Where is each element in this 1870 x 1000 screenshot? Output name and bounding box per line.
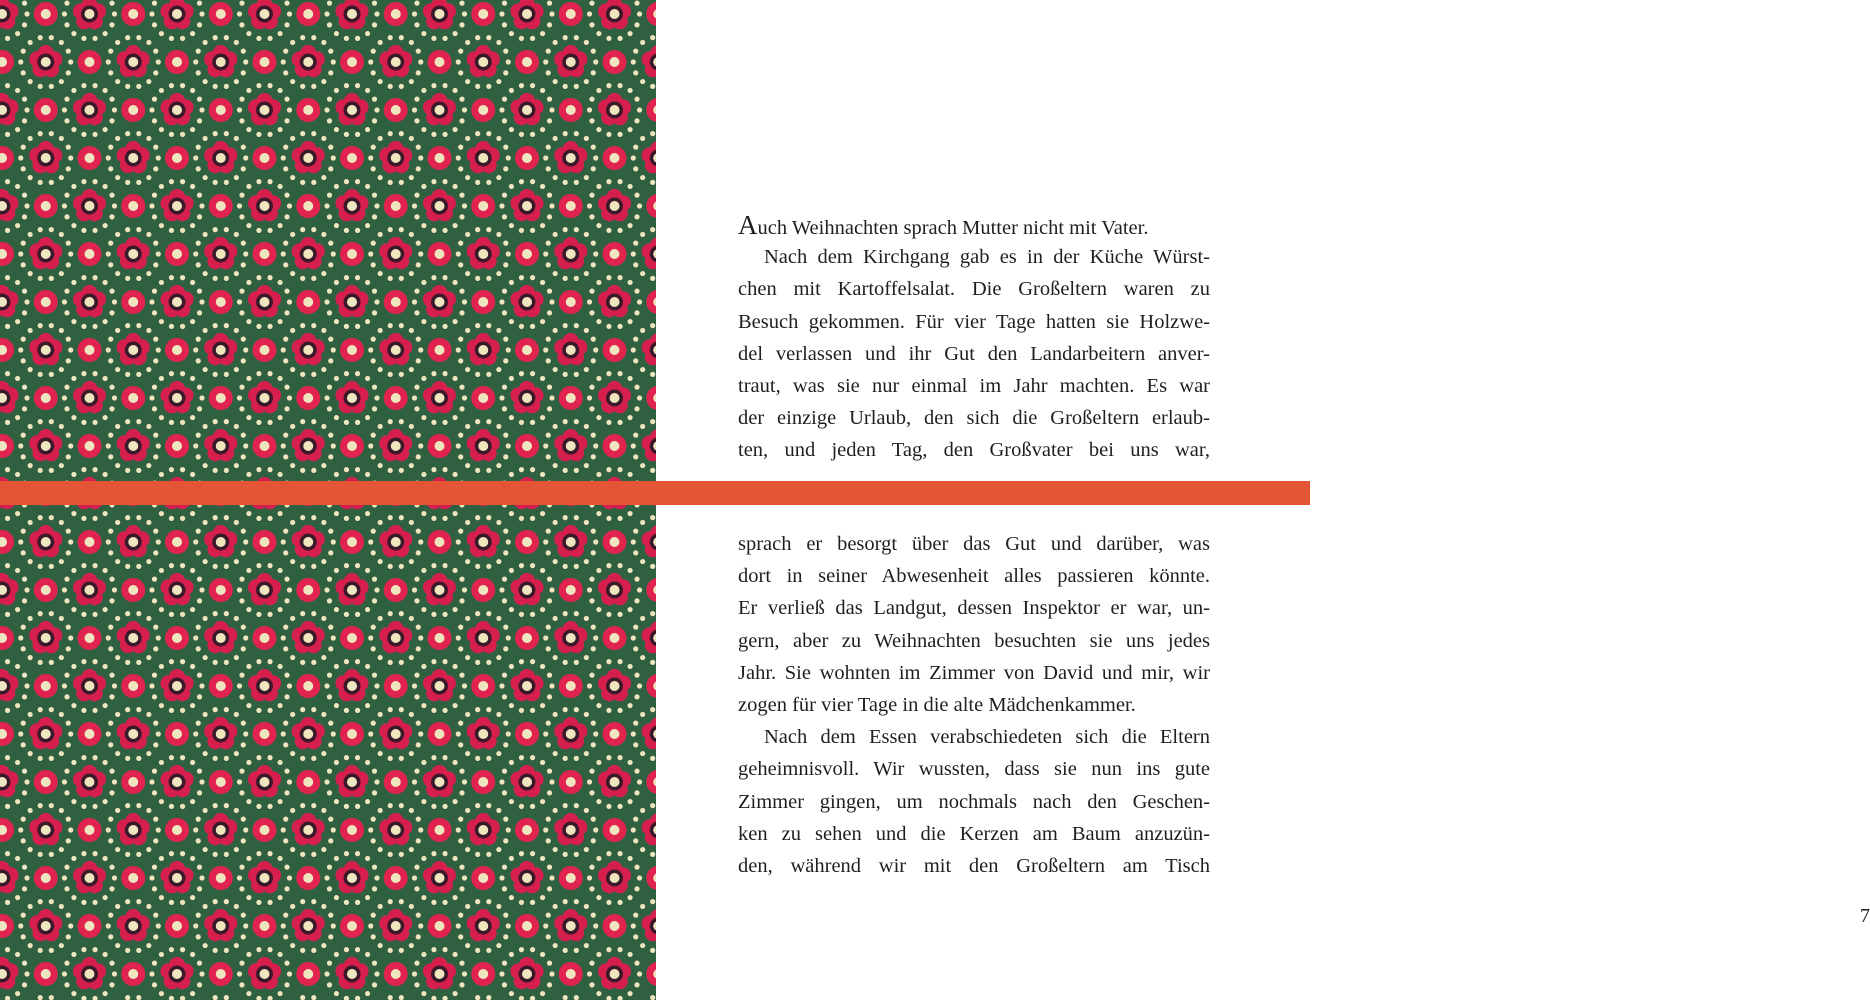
text-line: den, während wir mit den Großeltern am Tisch [738,854,1210,877]
text-line: dort in seiner Abwesenheit alles passieren könnte. [738,565,1210,588]
text-line: Nach dem Kirchgang gab es in der Küche Würst- [764,246,1210,269]
text-block-top [738,209,1210,467]
text-line: gern, aber zu Weihnachten besuchten sie uns jedes [738,629,1210,652]
text-line: der einzige Urlaub, den sich die Großeltern erlaub- [738,407,1210,430]
text-line: zogen für vier Tage in die alte Mädchenkammer. [738,693,1136,716]
divider-band-fill [0,481,1310,505]
text-line: ken zu sehen und die Kerzen am Baum anzuzün- [738,822,1210,845]
text-line: traut, was sie nur einmal im Jahr machten. Es war [738,374,1210,397]
text-line: Nach dem Essen verabschiedeten sich die Eltern [764,726,1210,749]
text-line: sprach er besorgt über das Gut und darüber, was [738,533,1210,555]
text-line: Besuch gekommen. Für vier Tage hatten sie Holzwe- [738,310,1210,333]
text-line: ten, und jeden Tag, den Großvater bei uns war, [738,439,1210,462]
text-line: Zimmer gingen, um nochmals nach den Geschen- [738,790,1210,813]
text-line: del verlassen und ihr Gut den Landarbeitern anver- [738,342,1210,365]
divider-band [0,481,1310,505]
text-line-rest: uch Weihnachten sprach Mutter nicht mit Vater. [757,217,1149,239]
page-number: 7 [1860,905,1870,927]
drop-initial: A [738,210,758,240]
text-block-bottom [738,528,1210,882]
text-line: geheimnisvoll. Wir wussten, dass sie nun ins gute [738,758,1210,781]
text-line: chen mit Kartoffelsalat. Die Großeltern waren zu [738,278,1210,301]
text-line [738,209,1210,241]
text-line: Er verließ das Landgut, dessen Inspektor er war, un- [738,597,1210,620]
text-line: Jahr. Sie wohnten im Zimmer von David und mir, wir [738,661,1210,684]
